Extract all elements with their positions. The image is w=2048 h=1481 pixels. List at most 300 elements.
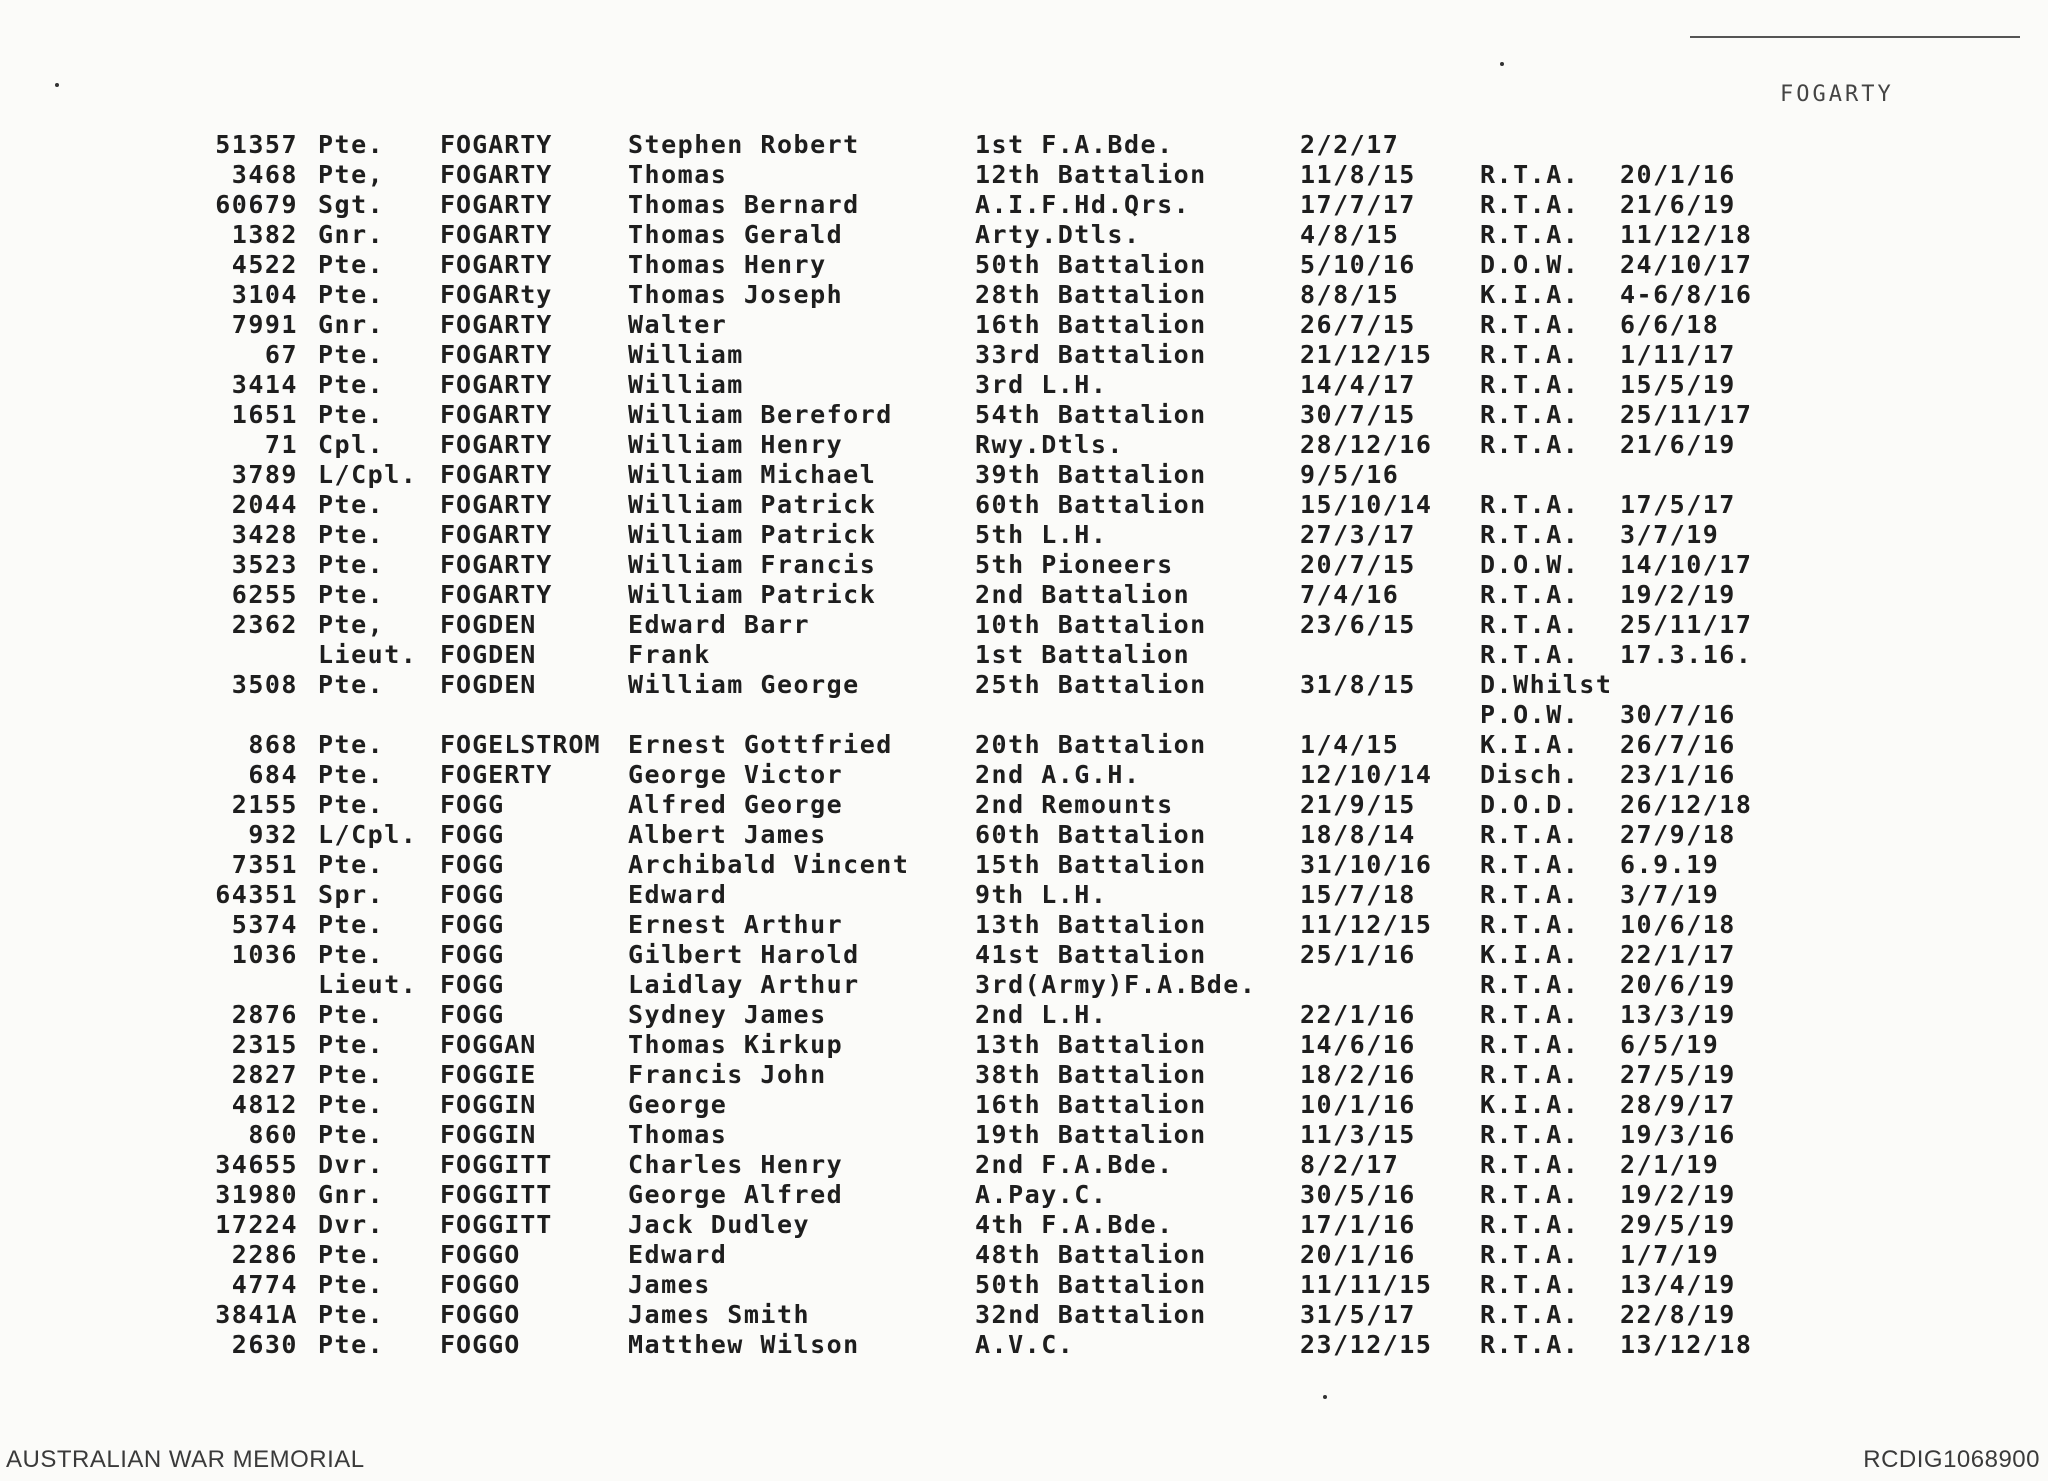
table-row	[0, 430, 2048, 460]
fate-date: 30/7/16	[1620, 700, 1736, 729]
service-number: 7991	[231, 310, 298, 339]
rank: Pte,	[318, 160, 385, 189]
service-number: 2876	[231, 1000, 298, 1029]
table-row	[0, 910, 2048, 940]
unit: 20th Battalion	[975, 730, 1207, 759]
surname: FOGARTY	[440, 550, 553, 579]
unit: 16th Battalion	[975, 310, 1207, 339]
unit: 25th Battalion	[975, 670, 1207, 699]
unit: 13th Battalion	[975, 910, 1207, 939]
service-number: 2630	[231, 1330, 298, 1359]
service-number: 71	[264, 430, 298, 459]
given-names: Jack Dudley	[628, 1210, 811, 1239]
table-row	[0, 1090, 2048, 1120]
surname: FOGGAN	[440, 1030, 537, 1059]
given-names: Gilbert Harold	[628, 940, 860, 969]
given-names: George Alfred	[628, 1180, 844, 1209]
service-number: 51357	[215, 130, 298, 159]
enlistment-date: 18/2/16	[1300, 1060, 1416, 1089]
surname: FOGARTY	[440, 220, 553, 249]
given-names: William George	[628, 670, 860, 699]
enlistment-date: 20/1/16	[1300, 1240, 1416, 1269]
fate-date: 24/10/17	[1620, 250, 1753, 279]
surname: FOGDEN	[440, 670, 537, 699]
unit: 3rd L.H.	[975, 370, 1108, 399]
given-names: Walter	[628, 310, 728, 339]
fate: R.T.A.	[1480, 1210, 1580, 1239]
surname: FOGDEN	[440, 640, 537, 669]
ink-speck	[1323, 1395, 1327, 1399]
fate-date: 13/12/18	[1620, 1330, 1753, 1359]
rank: Pte.	[318, 250, 385, 279]
fate-date: 11/12/18	[1620, 220, 1753, 249]
given-names: Archibald Vincent	[628, 850, 910, 879]
table-row	[0, 490, 2048, 520]
rank: Pte.	[318, 670, 385, 699]
given-names: Thomas Bernard	[628, 190, 860, 219]
rank: Gnr.	[318, 1180, 385, 1209]
unit: 2nd Battalion	[975, 580, 1191, 609]
unit: A.I.F.Hd.Qrs.	[975, 190, 1191, 219]
given-names: James	[628, 1270, 711, 1299]
table-row	[0, 550, 2048, 580]
fate-date: 27/5/19	[1620, 1060, 1736, 1089]
service-number: 860	[248, 1120, 298, 1149]
rank: Lieut.	[318, 640, 418, 669]
table-row	[0, 250, 2048, 280]
unit: 2nd A.G.H.	[975, 760, 1141, 789]
unit: 2nd Remounts	[975, 790, 1174, 819]
fate-date: 17.3.16.	[1620, 640, 1753, 669]
rank: L/Cpl.	[318, 820, 418, 849]
given-names: Thomas Joseph	[628, 280, 844, 309]
surname: FOGARTY	[440, 370, 553, 399]
table-row	[0, 1150, 2048, 1180]
fate: R.T.A.	[1480, 1000, 1580, 1029]
fate: D.O.D.	[1480, 790, 1580, 819]
fate: R.T.A.	[1480, 1240, 1580, 1269]
fate: Disch.	[1480, 760, 1580, 789]
given-names: Albert James	[628, 820, 827, 849]
rank: Pte.	[318, 1240, 385, 1269]
fate-date: 13/4/19	[1620, 1270, 1736, 1299]
table-row	[0, 580, 2048, 610]
service-number: 3468	[231, 160, 298, 189]
given-names: Thomas Henry	[628, 250, 827, 279]
enlistment-date: 30/7/15	[1300, 400, 1416, 429]
unit: 50th Battalion	[975, 250, 1207, 279]
unit: 54th Battalion	[975, 400, 1207, 429]
table-row	[0, 190, 2048, 220]
given-names: William Bereford	[628, 400, 893, 429]
service-number: 17224	[215, 1210, 298, 1239]
unit: 5th L.H.	[975, 520, 1108, 549]
service-number: 4812	[231, 1090, 298, 1119]
unit: 16th Battalion	[975, 1090, 1207, 1119]
table-row	[0, 1240, 2048, 1270]
table-row	[0, 400, 2048, 430]
unit: 33rd Battalion	[975, 340, 1207, 369]
table-row	[0, 520, 2048, 550]
table-row	[0, 790, 2048, 820]
rank: Pte,	[318, 610, 385, 639]
fate: R.T.A.	[1480, 190, 1580, 219]
enlistment-date: 7/4/16	[1300, 580, 1400, 609]
given-names: William	[628, 370, 744, 399]
enlistment-date: 23/12/15	[1300, 1330, 1433, 1359]
table-row	[0, 730, 2048, 760]
fate: R.T.A.	[1480, 1060, 1580, 1089]
fate-date: 20/6/19	[1620, 970, 1736, 999]
enlistment-date: 30/5/16	[1300, 1180, 1416, 1209]
service-number: 2362	[231, 610, 298, 639]
fate-date: 21/6/19	[1620, 190, 1736, 219]
unit: 13th Battalion	[975, 1030, 1207, 1059]
ink-speck	[1500, 62, 1504, 66]
rank: Pte.	[318, 940, 385, 969]
enlistment-date: 14/4/17	[1300, 370, 1416, 399]
rank: Cpl.	[318, 430, 385, 459]
enlistment-date: 18/8/14	[1300, 820, 1416, 849]
given-names: George	[628, 1090, 728, 1119]
table-row	[0, 610, 2048, 640]
unit: 2nd F.A.Bde.	[975, 1150, 1174, 1179]
surname: FOGARTY	[440, 340, 553, 369]
rank: Pte.	[318, 790, 385, 819]
given-names: Edward Barr	[628, 610, 811, 639]
given-names: William Patrick	[628, 490, 877, 519]
fate-date: 19/3/16	[1620, 1120, 1736, 1149]
fate: R.T.A.	[1480, 520, 1580, 549]
rank: Pte.	[318, 520, 385, 549]
enlistment-date: 1/4/15	[1300, 730, 1400, 759]
table-row	[0, 1270, 2048, 1300]
fate: R.T.A.	[1480, 1180, 1580, 1209]
table-row	[0, 310, 2048, 340]
fate-date: 10/6/18	[1620, 910, 1736, 939]
surname: FOGGO	[440, 1300, 521, 1329]
surname: FOGARty	[440, 280, 553, 309]
fate-date: 23/1/16	[1620, 760, 1736, 789]
enlistment-date: 21/9/15	[1300, 790, 1416, 819]
fate-date: 17/5/17	[1620, 490, 1736, 519]
given-names: Charles Henry	[628, 1150, 844, 1179]
rank: Lieut.	[318, 970, 418, 999]
given-names: Thomas	[628, 160, 728, 189]
rank: Gnr.	[318, 220, 385, 249]
fate-date: 6/6/18	[1620, 310, 1720, 339]
fate-date: 20/1/16	[1620, 160, 1736, 189]
table-row	[0, 340, 2048, 370]
unit: 1st F.A.Bde.	[975, 130, 1174, 159]
given-names: William Michael	[628, 460, 877, 489]
service-number: 684	[248, 760, 298, 789]
fate: R.T.A.	[1480, 910, 1580, 939]
unit: 5th Pioneers	[975, 550, 1174, 579]
rank: Pte.	[318, 1300, 385, 1329]
service-number: 64351	[215, 880, 298, 909]
given-names: Thomas Kirkup	[628, 1030, 844, 1059]
enlistment-date: 11/8/15	[1300, 160, 1416, 189]
table-row	[0, 940, 2048, 970]
service-number: 3104	[231, 280, 298, 309]
service-number: 2044	[231, 490, 298, 519]
fate-date: 1/7/19	[1620, 1240, 1720, 1269]
table-row	[0, 1120, 2048, 1150]
fate: R.T.A.	[1480, 1300, 1580, 1329]
surname: FOGGO	[440, 1240, 521, 1269]
fate: K.I.A.	[1480, 940, 1580, 969]
table-row	[0, 1180, 2048, 1210]
fate: R.T.A.	[1480, 1030, 1580, 1059]
ink-speck	[55, 83, 59, 87]
fate: R.T.A.	[1480, 820, 1580, 849]
page-header-name: FOGARTY	[1780, 82, 1894, 107]
unit: 38th Battalion	[975, 1060, 1207, 1089]
given-names: George Victor	[628, 760, 844, 789]
fate-date: 1/11/17	[1620, 340, 1736, 369]
surname: FOGGIE	[440, 1060, 537, 1089]
fate: R.T.A.	[1480, 880, 1580, 909]
unit: 10th Battalion	[975, 610, 1207, 639]
fate: R.T.A.	[1480, 430, 1580, 459]
service-number: 5374	[231, 910, 298, 939]
table-row	[0, 1000, 2048, 1030]
service-number: 4522	[231, 250, 298, 279]
given-names: Francis John	[628, 1060, 827, 1089]
enlistment-date: 31/5/17	[1300, 1300, 1416, 1329]
unit: A.V.C.	[975, 1330, 1075, 1359]
enlistment-date: 9/5/16	[1300, 460, 1400, 489]
table-row	[0, 760, 2048, 790]
enlistment-date: 25/1/16	[1300, 940, 1416, 969]
unit: 50th Battalion	[975, 1270, 1207, 1299]
enlistment-date: 31/10/16	[1300, 850, 1433, 879]
service-number: 31980	[215, 1180, 298, 1209]
fate-date: 3/7/19	[1620, 520, 1720, 549]
given-names: William	[628, 340, 744, 369]
unit: 60th Battalion	[975, 820, 1207, 849]
surname: FOGARTY	[440, 160, 553, 189]
fate-date: 19/2/19	[1620, 580, 1736, 609]
surname: FOGG	[440, 940, 505, 969]
fate: D.Whilst	[1480, 670, 1613, 699]
fate-date: 4-6/8/16	[1620, 280, 1753, 309]
rank: Pte.	[318, 1030, 385, 1059]
unit: Rwy.Dtls.	[975, 430, 1124, 459]
fate-date: 25/11/17	[1620, 610, 1753, 639]
fate: D.O.W.	[1480, 550, 1580, 579]
surname: FOGGIN	[440, 1090, 537, 1119]
surname: FOGG	[440, 820, 505, 849]
surname: FOGGITT	[440, 1210, 553, 1239]
service-number: 60679	[215, 190, 298, 219]
enlistment-date: 23/6/15	[1300, 610, 1416, 639]
fate: R.T.A.	[1480, 1270, 1580, 1299]
fate: K.I.A.	[1480, 280, 1580, 309]
top-rule	[1690, 36, 2020, 38]
rank: Pte.	[318, 760, 385, 789]
rank: Pte.	[318, 340, 385, 369]
table-row	[0, 880, 2048, 910]
surname: FOGARTY	[440, 460, 553, 489]
service-number: 7351	[231, 850, 298, 879]
given-names: Laidlay Arthur	[628, 970, 860, 999]
table-row	[0, 220, 2048, 250]
table-row	[0, 370, 2048, 400]
rank: Pte.	[318, 850, 385, 879]
service-number: 4774	[231, 1270, 298, 1299]
surname: FOGGITT	[440, 1180, 553, 1209]
unit: 12th Battalion	[975, 160, 1207, 189]
fate-date: 27/9/18	[1620, 820, 1736, 849]
rank: Pte.	[318, 1120, 385, 1149]
rank: Pte.	[318, 1330, 385, 1359]
rank: Sgt.	[318, 190, 385, 219]
enlistment-date: 17/7/17	[1300, 190, 1416, 219]
rank: Pte.	[318, 550, 385, 579]
surname: FOGGO	[440, 1330, 521, 1359]
service-number: 1651	[231, 400, 298, 429]
given-names: William Francis	[628, 550, 877, 579]
fate: K.I.A.	[1480, 730, 1580, 759]
unit: 9th L.H.	[975, 880, 1108, 909]
rank: Spr.	[318, 880, 385, 909]
unit: 15th Battalion	[975, 850, 1207, 879]
surname: FOGERTY	[440, 760, 553, 789]
rank: Pte.	[318, 1270, 385, 1299]
given-names: Ernest Gottfried	[628, 730, 893, 759]
service-number: 3523	[231, 550, 298, 579]
enlistment-date: 17/1/16	[1300, 1210, 1416, 1239]
table-row	[0, 1300, 2048, 1330]
enlistment-date: 31/8/15	[1300, 670, 1416, 699]
surname: FOGARTY	[440, 520, 553, 549]
fate: R.T.A.	[1480, 490, 1580, 519]
fate: R.T.A.	[1480, 310, 1580, 339]
enlistment-date: 4/8/15	[1300, 220, 1400, 249]
service-number: 67	[264, 340, 298, 369]
table-row	[0, 280, 2048, 310]
fate-date: 25/11/17	[1620, 400, 1753, 429]
enlistment-date: 27/3/17	[1300, 520, 1416, 549]
given-names: Alfred George	[628, 790, 844, 819]
enlistment-date: 8/2/17	[1300, 1150, 1400, 1179]
service-number: 3428	[231, 520, 298, 549]
fate-date: 28/9/17	[1620, 1090, 1736, 1119]
enlistment-date: 22/1/16	[1300, 1000, 1416, 1029]
rank: Dvr.	[318, 1210, 385, 1239]
given-names: William Patrick	[628, 520, 877, 549]
fate-date: 22/1/17	[1620, 940, 1736, 969]
rank: Pte.	[318, 1090, 385, 1119]
fate-date: 21/6/19	[1620, 430, 1736, 459]
rank: Pte.	[318, 280, 385, 309]
table-row	[0, 460, 2048, 490]
fate-date: 6/5/19	[1620, 1030, 1720, 1059]
service-number: 3789	[231, 460, 298, 489]
enlistment-date: 15/7/18	[1300, 880, 1416, 909]
unit: 41st Battalion	[975, 940, 1207, 969]
table-row	[0, 1030, 2048, 1060]
fate-date: 29/5/19	[1620, 1210, 1736, 1239]
fate: R.T.A.	[1480, 160, 1580, 189]
fate: R.T.A.	[1480, 400, 1580, 429]
given-names: Frank	[628, 640, 711, 669]
enlistment-date: 11/3/15	[1300, 1120, 1416, 1149]
footer-identifier: RCDIG1068900	[1863, 1446, 2040, 1473]
surname: FOGELSTROM	[440, 730, 601, 759]
table-row	[0, 820, 2048, 850]
surname: FOGGITT	[440, 1150, 553, 1179]
rank: Dvr.	[318, 1150, 385, 1179]
given-names: Ernest Arthur	[628, 910, 844, 939]
fate: R.T.A.	[1480, 970, 1580, 999]
surname: FOGARTY	[440, 430, 553, 459]
unit: 32nd Battalion	[975, 1300, 1207, 1329]
fate: D.O.W.	[1480, 250, 1580, 279]
unit: 1st Battalion	[975, 640, 1191, 669]
rank: Gnr.	[318, 310, 385, 339]
fate: R.T.A.	[1480, 220, 1580, 249]
surname: FOGG	[440, 1000, 505, 1029]
rank: Pte.	[318, 370, 385, 399]
enlistment-date: 26/7/15	[1300, 310, 1416, 339]
rank: Pte.	[318, 490, 385, 519]
table-row	[0, 700, 2048, 730]
rank: Pte.	[318, 130, 385, 159]
service-number: 1036	[231, 940, 298, 969]
table-row	[0, 1060, 2048, 1090]
table-row	[0, 1210, 2048, 1240]
fate: R.T.A.	[1480, 1330, 1580, 1359]
given-names: James Smith	[628, 1300, 811, 1329]
enlistment-date: 15/10/14	[1300, 490, 1433, 519]
service-number: 2827	[231, 1060, 298, 1089]
surname: FOGG	[440, 910, 505, 939]
given-names: William Henry	[628, 430, 844, 459]
surname: FOGGO	[440, 1270, 521, 1299]
fate: R.T.A.	[1480, 370, 1580, 399]
fate: R.T.A.	[1480, 610, 1580, 639]
service-number: 932	[248, 820, 298, 849]
rank: Pte.	[318, 580, 385, 609]
given-names: Thomas Gerald	[628, 220, 844, 249]
fate: R.T.A.	[1480, 1150, 1580, 1179]
surname: FOGG	[440, 790, 505, 819]
fate-date: 26/12/18	[1620, 790, 1753, 819]
unit: 19th Battalion	[975, 1120, 1207, 1149]
fate-date: 26/7/16	[1620, 730, 1736, 759]
fate-date: 15/5/19	[1620, 370, 1736, 399]
fate: R.T.A.	[1480, 850, 1580, 879]
table-row	[0, 640, 2048, 670]
surname: FOGARTY	[440, 130, 553, 159]
fate: R.T.A.	[1480, 1120, 1580, 1149]
given-names: Edward	[628, 1240, 728, 1269]
unit: A.Pay.C.	[975, 1180, 1108, 1209]
surname: FOGARTY	[440, 580, 553, 609]
surname: FOGARTY	[440, 190, 553, 219]
given-names: Matthew Wilson	[628, 1330, 860, 1359]
unit: 4th F.A.Bde.	[975, 1210, 1174, 1239]
unit: 2nd L.H.	[975, 1000, 1108, 1029]
table-row	[0, 1330, 2048, 1360]
enlistment-date: 21/12/15	[1300, 340, 1433, 369]
rank: Pte.	[318, 400, 385, 429]
enlistment-date: 28/12/16	[1300, 430, 1433, 459]
rank: Pte.	[318, 730, 385, 759]
